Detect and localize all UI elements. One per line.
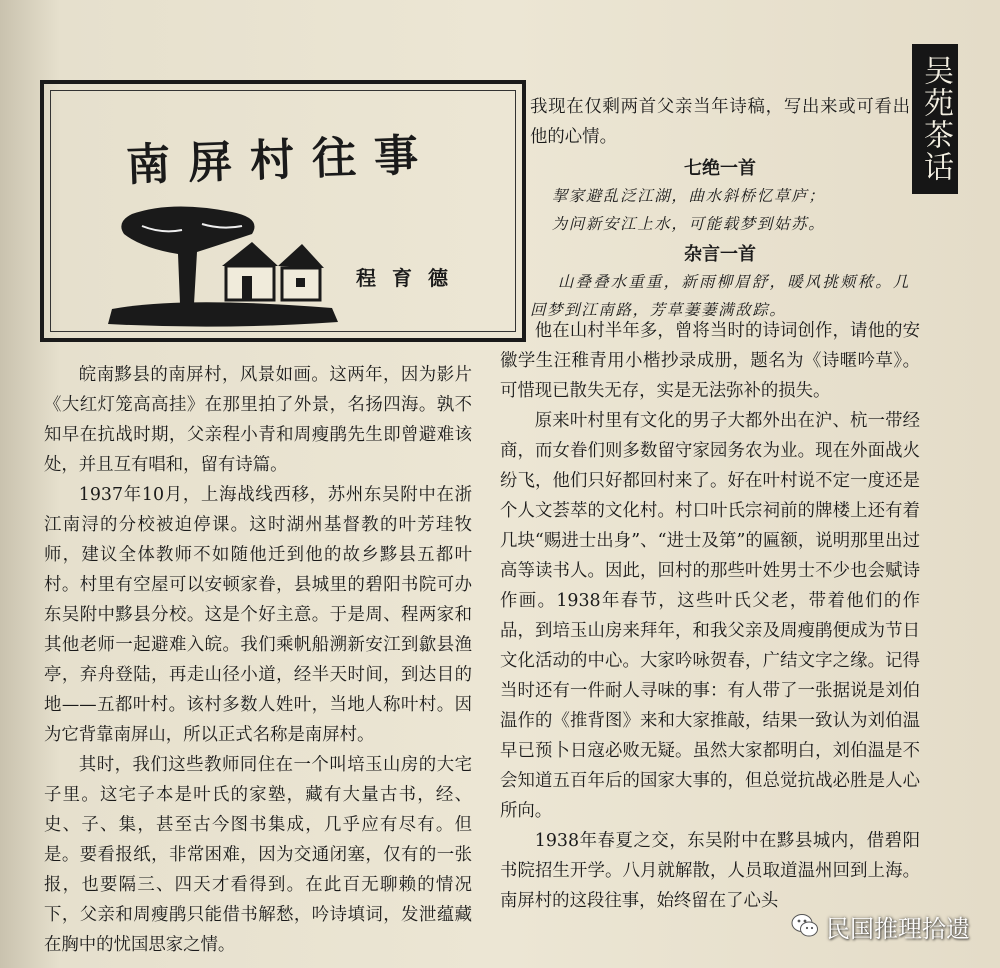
- left-column: [44, 360, 472, 960]
- poem-title: 七绝一首: [684, 158, 756, 179]
- paragraph: 他在山村半年多，曾将当时的诗词创作，请他的安徽学生汪稚青用小楷抄录成册，题名为《诗暱吟草》。可惜现已散失无存，实是无法弥补的损失。: [500, 321, 920, 401]
- author-name: 程育德: [356, 266, 464, 290]
- paragraph: 1937年10月，上海战线西移，苏州东吴附中在浙江南浔的分校被迫停课。这时湖州基督教的叶芳珪牧师，建议全体教师不如随他迁到他的故乡黟县五都叶村。村里有空屋可以安顿家眷，县城里的碧阳书院可办东吴附中黟县分校。这是个好主意。于是周、程两家和其他老师一起避难入皖。我们乘帆船溯新安江到歙县渔亭，弃舟登陆，再走山径小道，经半天时间，到达目的地——五都叶村。该村多数人姓叶，当地人称叶村。因为它背靠南屏山，所以正式名称是南屏村。: [44, 485, 472, 745]
- wechat-icon: [790, 911, 820, 941]
- right-column-top: [530, 92, 910, 324]
- title-box: [40, 80, 526, 342]
- village-tree-illustration: [102, 204, 342, 334]
- paragraph: 原来叶村里有文化的男子大都外出在沪、杭一带经商，而女眷们则多数留守家园务农为业。现在外面战火纷飞，他们只好都回村来了。好在叶村说不定一度还是个人文荟萃的文化村。村口叶氏宗祠前的牌楼上还有着几块“赐进士出身”、“进士及第”的匾额，说明那里出过高等读书人。因此，回村的那些叶姓男士不少也会赋诗作画。1938年春节，这些叶氏父老，带着他们的作品，到培玉山房来拜年，和我父亲及周瘦鹃便成为节日文化活动的中心。大家吟咏贺春，广结文字之缘。记得当时还有一件耐人寻味的事：有人带了一张据说是刘伯温作的《推背图》来和大家推敲，结果一致认为刘伯温早已预卜日寇必败无疑。虽然大家都明白，刘伯温是不会知道五百年后的国家大事的，但总觉抗战必胜是人心所向。: [500, 411, 920, 821]
- poem-line: 为问新安江上水，可能载梦到姑苏。: [551, 215, 826, 233]
- watermark: [790, 906, 970, 946]
- paragraph: 皖南黟县的南屏村，风景如画。这两年，因为影片《大红灯笼高高挂》在那里拍了外景，名扬四海。孰不知早在抗战时期，父亲程小青和周瘦鹃先生即曾避难该处，并且互有唱和，留有诗篇。: [44, 365, 472, 475]
- poem-line: 山叠叠水重重，新雨柳眉舒，暖风挑颊秾。几回梦到江南路，芳草萋萋满敌踪。: [530, 273, 910, 319]
- paragraph: 其时，我们这些教师同住在一个叫培玉山房的大宅子里。这宅子本是叶氏的家塾，藏有大量古书，经、史、子、集，甚至古今图书集成，几乎应有尽有。但是。要看报纸，非常困难，因为交通闭塞，仅有的一张报，也要隔三、四天才看得到。在此百无聊赖的情况下，父亲和周瘦鹃只能借书解愁，吟诗填词，发泄蕴藏在胸中的忧国思家之情。: [44, 755, 472, 955]
- paragraph: 我现在仅剩两首父亲当年诗稿，写出来或可看出他的心情。: [530, 97, 910, 147]
- paragraph: 1938年春夏之交，东吴附中在黟县城内，借碧阳书院招生开学。八月就解散，人员取道温州回到上海。南屏村的这段往事，始终留在了心头: [500, 831, 920, 911]
- poem-title: 杂言一首: [684, 244, 756, 265]
- watermark-text: 民国推理拾遗: [826, 914, 970, 943]
- right-column: [500, 316, 920, 916]
- column-label: 吴苑茶话: [912, 44, 958, 194]
- poem-line: 挈家避乱泛江湖，曲水斜桥忆草庐；: [551, 187, 826, 205]
- article-title: 南屏村往事: [125, 129, 437, 192]
